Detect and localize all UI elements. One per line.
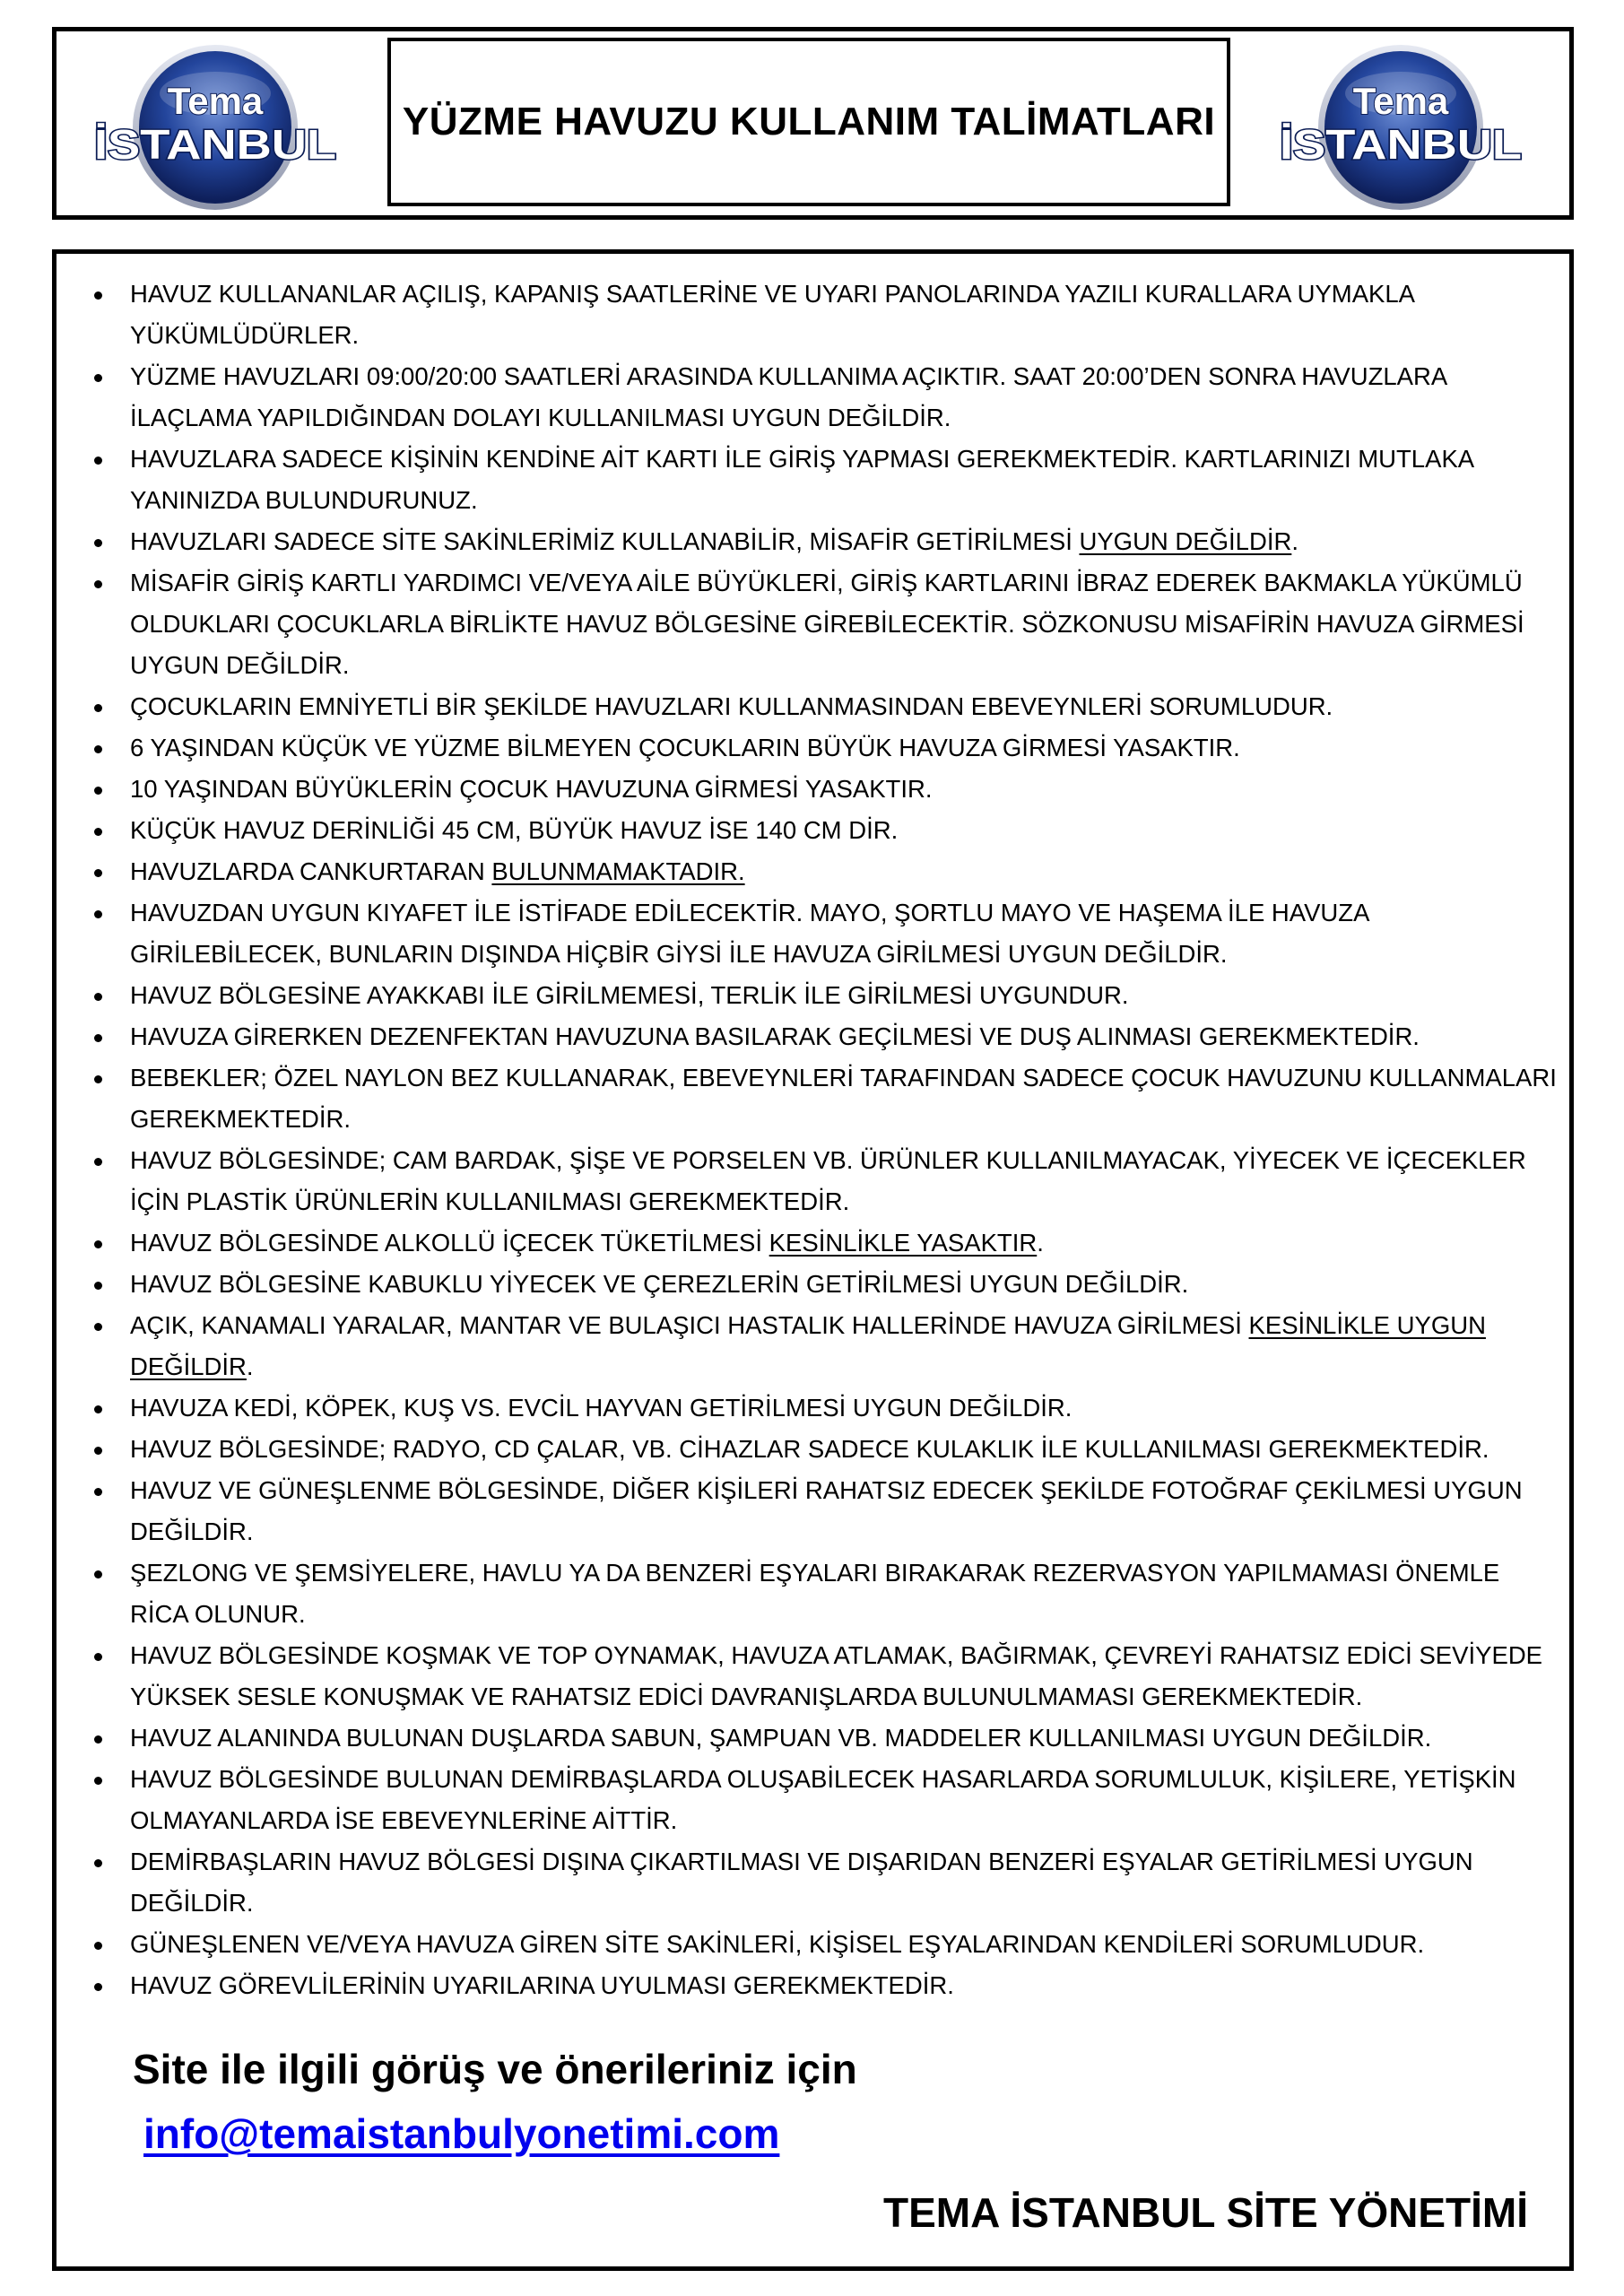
- rule-text: AÇIK, KANAMALI YARALAR, MANTAR VE BULAŞICI HASTALIK HALLERİNDE HAVUZA GİRİLMESİ: [130, 1311, 1249, 1339]
- bullet-icon: [94, 910, 102, 918]
- rule-item: [90, 1057, 1560, 1140]
- rule-emphasis: UYGUN DEĞİLDİR: [1079, 527, 1292, 555]
- logo-right-line1: Tema: [1352, 80, 1449, 122]
- bullet-icon: [94, 1653, 102, 1661]
- logo-left-line1: Tema: [167, 80, 264, 122]
- rule-emphasis: KESİNLİKLE YASAKTIR: [769, 1229, 1038, 1257]
- rule-item: [90, 1841, 1560, 1924]
- rule-item: [90, 851, 1560, 892]
- rule-text: HAVUZ BÖLGESİNE AYAKKABI İLE GİRİLMEMESİ, TERLİK İLE GİRİLMESİ UYGUNDUR.: [130, 981, 1129, 1009]
- bullet-icon: [94, 704, 102, 712]
- bullet-icon: [94, 1240, 102, 1248]
- bullet-icon: [94, 1075, 102, 1083]
- rule-text: HAVUZ KULLANANLAR AÇILIŞ, KAPANIŞ SAATLERİNE VE UYARI PANOLARINDA YAZILI KURALLARA UYMAKLA YÜKÜMLÜDÜRLER.: [130, 280, 1414, 349]
- rule-text: HAVUZLARDA CANKURTARAN: [130, 857, 492, 885]
- bullet-icon: [94, 869, 102, 877]
- contact-line: Site ile ilgili görüş ve önerileriniz için: [133, 2046, 857, 2092]
- rule-text: HAVUZA KEDİ, KÖPEK, KUŞ VS. EVCİL HAYVAN GETİRİLMESİ UYGUN DEĞİLDİR.: [130, 1394, 1073, 1422]
- rule-text: GÜNEŞLENEN VE/VEYA HAVUZA GİREN SİTE SAKİNLERİ, KİŞİSEL EŞYALARINDAN KENDİLERİ SORUMLUDUR.: [130, 1930, 1425, 1958]
- rule-item: [90, 892, 1560, 975]
- rule-text: HAVUZLARI SADECE SİTE SAKİNLERİMİZ KULLANABİLİR, MİSAFİR GETİRİLMESİ: [130, 527, 1080, 555]
- rule-item: [90, 1429, 1560, 1470]
- bullet-icon: [94, 1859, 102, 1867]
- rule-text: HAVUZ BÖLGESİNDE ALKOLLÜ İÇECEK TÜKETİLMESİ: [130, 1229, 769, 1257]
- signature: TEMA İSTANBUL SİTE YÖNETİMİ: [883, 2189, 1528, 2236]
- rule-item: [90, 1552, 1560, 1635]
- tema-istanbul-logo-icon: [81, 38, 350, 217]
- email-link[interactable]: info@temaistanbulyonetimi.com: [143, 2110, 780, 2157]
- rule-item: [90, 1305, 1560, 1387]
- bullet-icon: [94, 1777, 102, 1785]
- rule-text: KÜÇÜK HAVUZ DERİNLİĞİ 45 CM, BÜYÜK HAVUZ İSE 140 CM DİR.: [130, 816, 899, 844]
- rule-text: HAVUZA GİRERKEN DEZENFEKTAN HAVUZUNA BASILARAK GEÇİLMESİ VE DUŞ ALINMASI GEREKMEKTEDİR.: [130, 1022, 1420, 1050]
- rule-text: DEMİRBAŞLARIN HAVUZ BÖLGESİ DIŞINA ÇIKARTILMASI VE DIŞARIDAN BENZERİ EŞYALAR GETİRİLMESİ UYGUN DEĞİLDİR.: [130, 1848, 1473, 1917]
- bullet-icon: [94, 1323, 102, 1331]
- rule-text: HAVUZ GÖREVLİLERİNİN UYARILARINA UYULMASI GEREKMEKTEDİR.: [130, 1971, 954, 1999]
- rule-text: ŞEZLONG VE ŞEMSİYELERE, HAVLU YA DA BENZERİ EŞYALARI BIRAKARAK REZERVASYON YAPILMAMASI ÖNEMLE RİCA OLUNUR.: [130, 1559, 1500, 1628]
- rule-item: [90, 274, 1560, 356]
- rule-item: [90, 1635, 1560, 1718]
- bullet-icon: [94, 787, 102, 795]
- rule-item: [90, 562, 1560, 686]
- rule-item: [90, 356, 1560, 439]
- bullet-icon: [94, 1405, 102, 1413]
- rule-emphasis: KESİNLİKLE UYGUN DEĞİLDİR: [130, 1311, 1486, 1380]
- bullet-icon: [94, 828, 102, 836]
- logo-left: [81, 38, 350, 217]
- rule-item: [90, 727, 1560, 769]
- rule-text: 6 YAŞINDAN KÜÇÜK VE YÜZME BİLMEYEN ÇOCUKLARIN BÜYÜK HAVUZA GİRMESİ YASAKTIR.: [130, 734, 1240, 761]
- bullet-icon: [94, 993, 102, 1001]
- page-title: YÜZME HAVUZU KULLANIM TALİMATLARI: [402, 100, 1216, 144]
- rule-text: .: [1291, 527, 1298, 555]
- rule-text: HAVUZ BÖLGESİNDE; RADYO, CD ÇALAR, VB. CİHAZLAR SADECE KULAKLIK İLE KULLANILMASI GEREKMEKTEDİR.: [130, 1435, 1489, 1463]
- rule-text: .: [246, 1352, 254, 1380]
- rule-item: [90, 1016, 1560, 1057]
- rule-text: HAVUZ BÖLGESİNDE BULUNAN DEMİRBAŞLARDA OLUŞABİLECEK HASARLARDA SORUMLULUK, KİŞİLERE, YETİŞKİN OLMAYANLARDA İSE EBEVEYNLERİNE AİTTİR.: [130, 1765, 1516, 1834]
- rule-text: HAVUZ ALANINDA BULUNAN DUŞLARDA SABUN, ŞAMPUAN VB. MADDELER KULLANILMASI UYGUN DEĞİLDİR.: [130, 1724, 1432, 1752]
- bullet-icon: [94, 1942, 102, 1950]
- bullet-icon: [94, 1488, 102, 1496]
- rule-text: HAVUZDAN UYGUN KIYAFET İLE İSTİFADE EDİLECEKTİR. MAYO, ŞORTLU MAYO VE HAŞEMA İLE HAVUZA GİRİLEBİLECEK, BUNLARIN DIŞINDA HİÇBİR GİYSİ İLE HAVUZA GİRİLMESİ UYGUN DEĞİLDİR.: [130, 899, 1368, 968]
- rule-item: [90, 439, 1560, 521]
- rule-text: BEBEKLER; ÖZEL NAYLON BEZ KULLANARAK, EBEVEYNLERİ TARAFINDAN SADECE ÇOCUK HAVUZUNU KULLANMALARI GEREKMEKTEDİR.: [130, 1064, 1557, 1133]
- title-frame: [387, 38, 1230, 206]
- bullet-icon: [94, 1983, 102, 1991]
- rule-item: [90, 1759, 1560, 1841]
- rule-text: HAVUZLARA SADECE KİŞİNİN KENDİNE AİT KARTI İLE GİRİŞ YAPMASI GEREKMEKTEDİR. KARTLARINIZI MUTLAKA YANINIZDA BULUNDURUNUZ.: [130, 445, 1473, 514]
- rule-item: [90, 686, 1560, 727]
- bullet-icon: [94, 1034, 102, 1042]
- bullet-icon: [94, 374, 102, 382]
- rule-item: [90, 975, 1560, 1016]
- rule-item: [90, 1264, 1560, 1305]
- rule-item: [90, 1924, 1560, 1965]
- rule-item: [90, 1965, 1560, 2006]
- rule-text: YÜZME HAVUZLARI 09:00/20:00 SAATLERİ ARASINDA KULLANIMA AÇIKTIR. SAAT 20:00’DEN SONRA HAVUZLARA İLAÇLAMA YAPILDIĞINDAN DOLAYI KULLANILMASI UYGUN DEĞİLDİR.: [130, 362, 1446, 431]
- bullet-icon: [94, 539, 102, 547]
- rule-emphasis: BULUNMAMAKTADIR.: [491, 857, 745, 885]
- rule-item: [90, 769, 1560, 810]
- rule-text: HAVUZ BÖLGESİNDE; CAM BARDAK, ŞİŞE VE PORSELEN VB. ÜRÜNLER KULLANILMAYACAK, YİYECEK VE İÇECEKLER İÇİN PLASTİK ÜRÜNLERİN KULLANILMASI GEREKMEKTEDİR.: [130, 1146, 1526, 1215]
- rule-text: .: [1037, 1229, 1044, 1257]
- bullet-icon: [94, 1158, 102, 1166]
- rule-item: [90, 1140, 1560, 1222]
- bullet-icon: [94, 745, 102, 753]
- bullet-icon: [94, 457, 102, 465]
- rule-item: [90, 1470, 1560, 1552]
- bullet-icon: [94, 580, 102, 588]
- rule-item: [90, 1387, 1560, 1429]
- rule-item: [90, 521, 1560, 562]
- rules-list: [90, 274, 1560, 2006]
- rule-item: [90, 1222, 1560, 1264]
- rule-text: HAVUZ VE GÜNEŞLENME BÖLGESİNDE, DİĞER KİŞİLERİ RAHATSIZ EDECEK ŞEKİLDE FOTOĞRAF ÇEKİLMESİ UYGUN DEĞİLDİR.: [130, 1476, 1523, 1545]
- rule-text: ÇOCUKLARIN EMNİYETLİ BİR ŞEKİLDE HAVUZLARI KULLANMASINDAN EBEVEYNLERİ SORUMLUDUR.: [130, 692, 1333, 720]
- bullet-icon: [94, 1570, 102, 1578]
- bullet-icon: [94, 291, 102, 300]
- logo-right: [1266, 38, 1535, 217]
- rule-text: 10 YAŞINDAN BÜYÜKLERİN ÇOCUK HAVUZUNA GİRMESİ YASAKTIR.: [130, 775, 933, 803]
- bullet-icon: [94, 1735, 102, 1744]
- rule-text: MİSAFİR GİRİŞ KARTLI YARDIMCI VE/VEYA AİLE BÜYÜKLERİ, GİRİŞ KARTLARINI İBRAZ EDEREK BAKMAKLA YÜKÜMLÜ OLDUKLARI ÇOCUKLARLA BİRLİKTE HAVUZ BÖLGESİNE GİREBİLECEKTİR. SÖZKONUSU MİSAFİRİN HAVUZA GİRMESİ UYGUN DEĞİLDİR.: [130, 569, 1524, 679]
- rule-item: [90, 810, 1560, 851]
- logo-left-line2: İSTANBUL: [94, 121, 336, 168]
- rule-text: HAVUZ BÖLGESİNE KABUKLU YİYECEK VE ÇEREZLERİN GETİRİLMESİ UYGUN DEĞİLDİR.: [130, 1270, 1189, 1298]
- bullet-icon: [94, 1447, 102, 1455]
- rule-text: HAVUZ BÖLGESİNDE KOŞMAK VE TOP OYNAMAK, HAVUZA ATLAMAK, BAĞIRMAK, ÇEVREYİ RAHATSIZ EDİCİ SEVİYEDE YÜKSEK SESLE KONUŞMAK VE RAHATSIZ EDİCİ DAVRANIŞLARDA BULUNULMAMASI GEREKMEKTEDİR.: [130, 1641, 1543, 1710]
- rule-item: [90, 1718, 1560, 1759]
- logo-right-line2: İSTANBUL: [1280, 121, 1522, 168]
- bullet-icon: [94, 1282, 102, 1290]
- tema-istanbul-logo-icon: [1266, 38, 1535, 217]
